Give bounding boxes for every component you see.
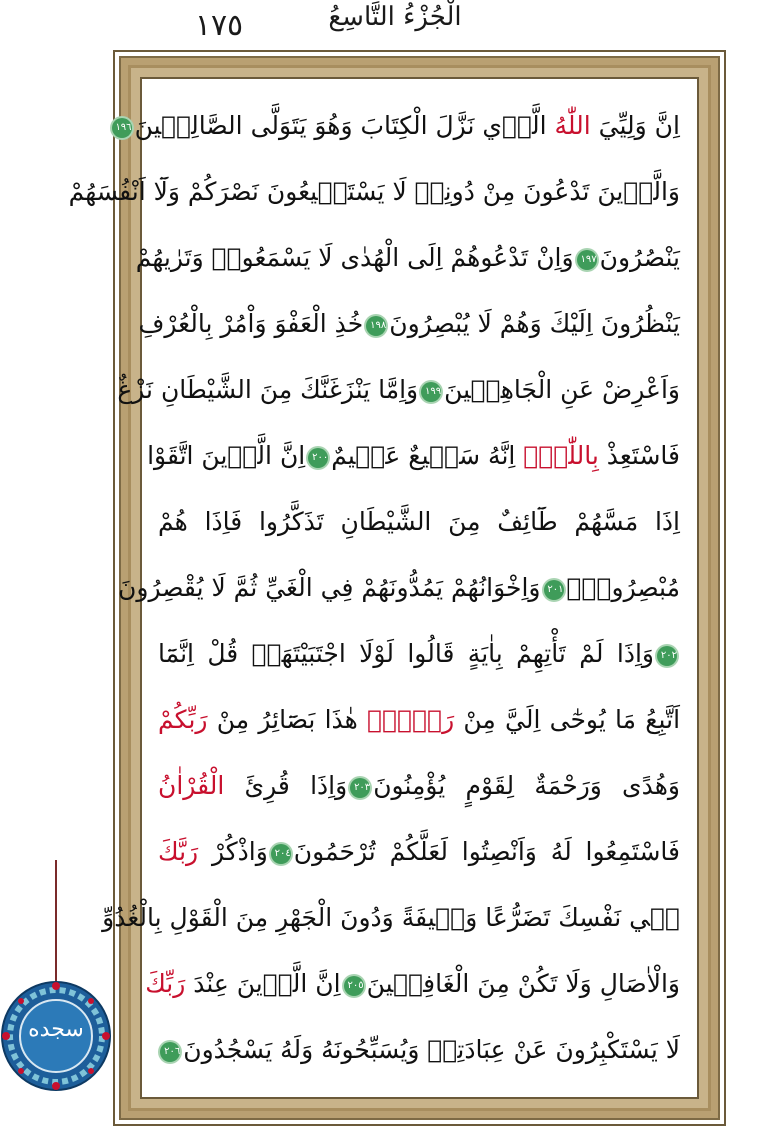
verse-text: اِنَّ الَّذ۪ينَ عِنْدَ (185, 969, 341, 998)
verse-line (147, 428, 680, 484)
juz-title: الْجُزْءُ التَّاسِعُ (328, 2, 462, 32)
divine-name-text: بِاللّٰهِۜ (523, 441, 599, 470)
verse-text: اِنَّ الَّذ۪ينَ اتَّقَوْا (147, 441, 306, 470)
verse-line (158, 626, 680, 682)
divine-name-text: الْقُرْاٰنُ (158, 771, 225, 800)
verse-line (68, 164, 680, 220)
verse-text: مُبْصِرُونَۚ (566, 573, 680, 602)
verse-line (135, 230, 680, 286)
verse-line (115, 98, 680, 154)
ayah-number-marker: ٢٠٤ (271, 844, 291, 864)
ayah-number-marker: ٢٠٣ (350, 778, 370, 798)
ayah-number-marker: ٢٠٠ (308, 448, 328, 468)
divine-name-text: رَبّ۪يۚ (367, 705, 455, 734)
page-number: ١٧٥ (194, 8, 244, 43)
verse-text: يَنْصُرُونَ (599, 243, 680, 272)
verse-text: اَتَّبِعُ مَا يُوحٰٓى اِلَيَّ مِنْ (454, 705, 681, 734)
verse-text: وَهُدًى وَرَحْمَةٌ لِقَوْمٍ يُؤْمِنُونَ (373, 771, 681, 800)
verse-text: وَاِذَا قُرِئَ (224, 771, 348, 800)
verse-line (117, 362, 680, 418)
ayah-number-marker: ١٩٦ (112, 118, 132, 138)
verse-text: وَاذْكُرْ (198, 837, 268, 866)
verse-line (158, 692, 680, 748)
verse-text: خُذِ الْعَفْوَ وَاْمُرْ بِالْعُرْفِ (138, 309, 364, 338)
verse-text: اِذَا مَسَّهُمْ طَٓائِفٌ مِنَ الشَّيْطَانِ تَذَكَّرُوا فَاِذَا هُمْ (158, 507, 680, 536)
sajdah-label: سجده (28, 1017, 84, 1042)
verse-text: يَنْظُرُونَ اِلَيْكَ وَهُمْ لَا يُبْصِرُونَ (389, 309, 680, 338)
verse-text: وَاِنْ تَدْعُوهُمْ اِلَى الْهُدٰى لَا يَسْمَعُواۜ وَتَرٰيهُمْ (135, 243, 574, 272)
verse-line (138, 296, 680, 352)
divine-name-text: رَبِّكُمْ (158, 705, 208, 734)
page-header (0, 0, 760, 52)
verse-line (158, 1022, 680, 1078)
verse-text: هٰذَا بَصَٓائِرُ مِنْ (207, 705, 368, 734)
ayah-number-marker: ١٩٩ (421, 382, 441, 402)
verse-text: ف۪ي نَفْسِكَ تَضَرُّعًا وَخ۪يفَةً وَدُونَ الْجَهْرِ مِنَ الْقَوْلِ بِالْغُدُوِّ (102, 903, 680, 932)
verse-text: فَاسْتَعِذْ (598, 441, 680, 470)
margin-ornament-stem (55, 860, 57, 985)
verse-line (158, 494, 680, 550)
verse-text: اِنَّهُ سَم۪يعٌ عَل۪يمٌ (331, 441, 524, 470)
verse-text: لَا يَسْتَكْبِرُونَ عَنْ عِبَادَتِه۪ وَيُسَبِّحُونَهُ وَلَهُ يَسْجُدُونَ (183, 1035, 680, 1064)
verse-text: وَاِمَّا يَنْزَغَنَّكَ مِنَ الشَّيْطَانِ نَزْغٌ (117, 375, 419, 404)
ayah-number-marker: ١٩٧ (577, 250, 597, 270)
verse-line (118, 560, 680, 616)
verse-text: وَاَعْرِضْ عَنِ الْجَاهِل۪ينَ (444, 375, 680, 404)
verse-line (145, 956, 680, 1012)
verse-text-area (68, 98, 681, 1088)
ayah-number-marker: ٢٠٦ (160, 1042, 180, 1062)
verse-line (158, 824, 680, 880)
ayah-number-marker: ٢٠٢ (657, 646, 677, 666)
verse-text: وَالْاٰصَالِ وَلَا تَكُنْ مِنَ الْغَافِل۪ينَ (366, 969, 680, 998)
verse-text: الَّذ۪ي نَزَّلَ الْكِتَابَ وَهُوَ يَتَوَلَّى الصَّالِح۪ينَ (134, 111, 555, 140)
verse-text: وَاِخْوَانُهُمْ يَمُدُّونَهُمْ فِي الْغَيِّ ثُمَّ لَا يُقْصِرُونَ (118, 573, 541, 602)
divine-name-text: رَبِّكَ (145, 969, 186, 998)
verse-line (102, 890, 680, 946)
divine-name-text: رَبَّكَ (158, 837, 199, 866)
ayah-number-marker: ١٩٨ (366, 316, 386, 336)
verse-text: اِنَّ وَلِيِّيَ (590, 111, 680, 140)
verse-text: وَالَّذ۪ينَ تَدْعُونَ مِنْ دُونِه۪ لَا يَسْتَط۪يعُونَ نَصْرَكُمْ وَلَٓا اَنْفُسَهُمْ (68, 177, 680, 206)
verse-text: فَاسْتَمِعُوا لَهُ وَاَنْصِتُوا لَعَلَّكُمْ تُرْحَمُونَ (293, 837, 680, 866)
ayah-number-marker: ٢٠٥ (344, 976, 364, 996)
verse-text: وَاِذَا لَمْ تَأْتِهِمْ بِاٰيَةٍ قَالُوا لَوْلَا اجْتَبَيْتَهَاۜ قُلْ اِنَّمَٓا (158, 639, 654, 668)
ayah-number-marker: ٢٠١ (544, 580, 564, 600)
divine-name-text: اللّٰهُ (554, 111, 591, 140)
verse-line (158, 758, 680, 814)
